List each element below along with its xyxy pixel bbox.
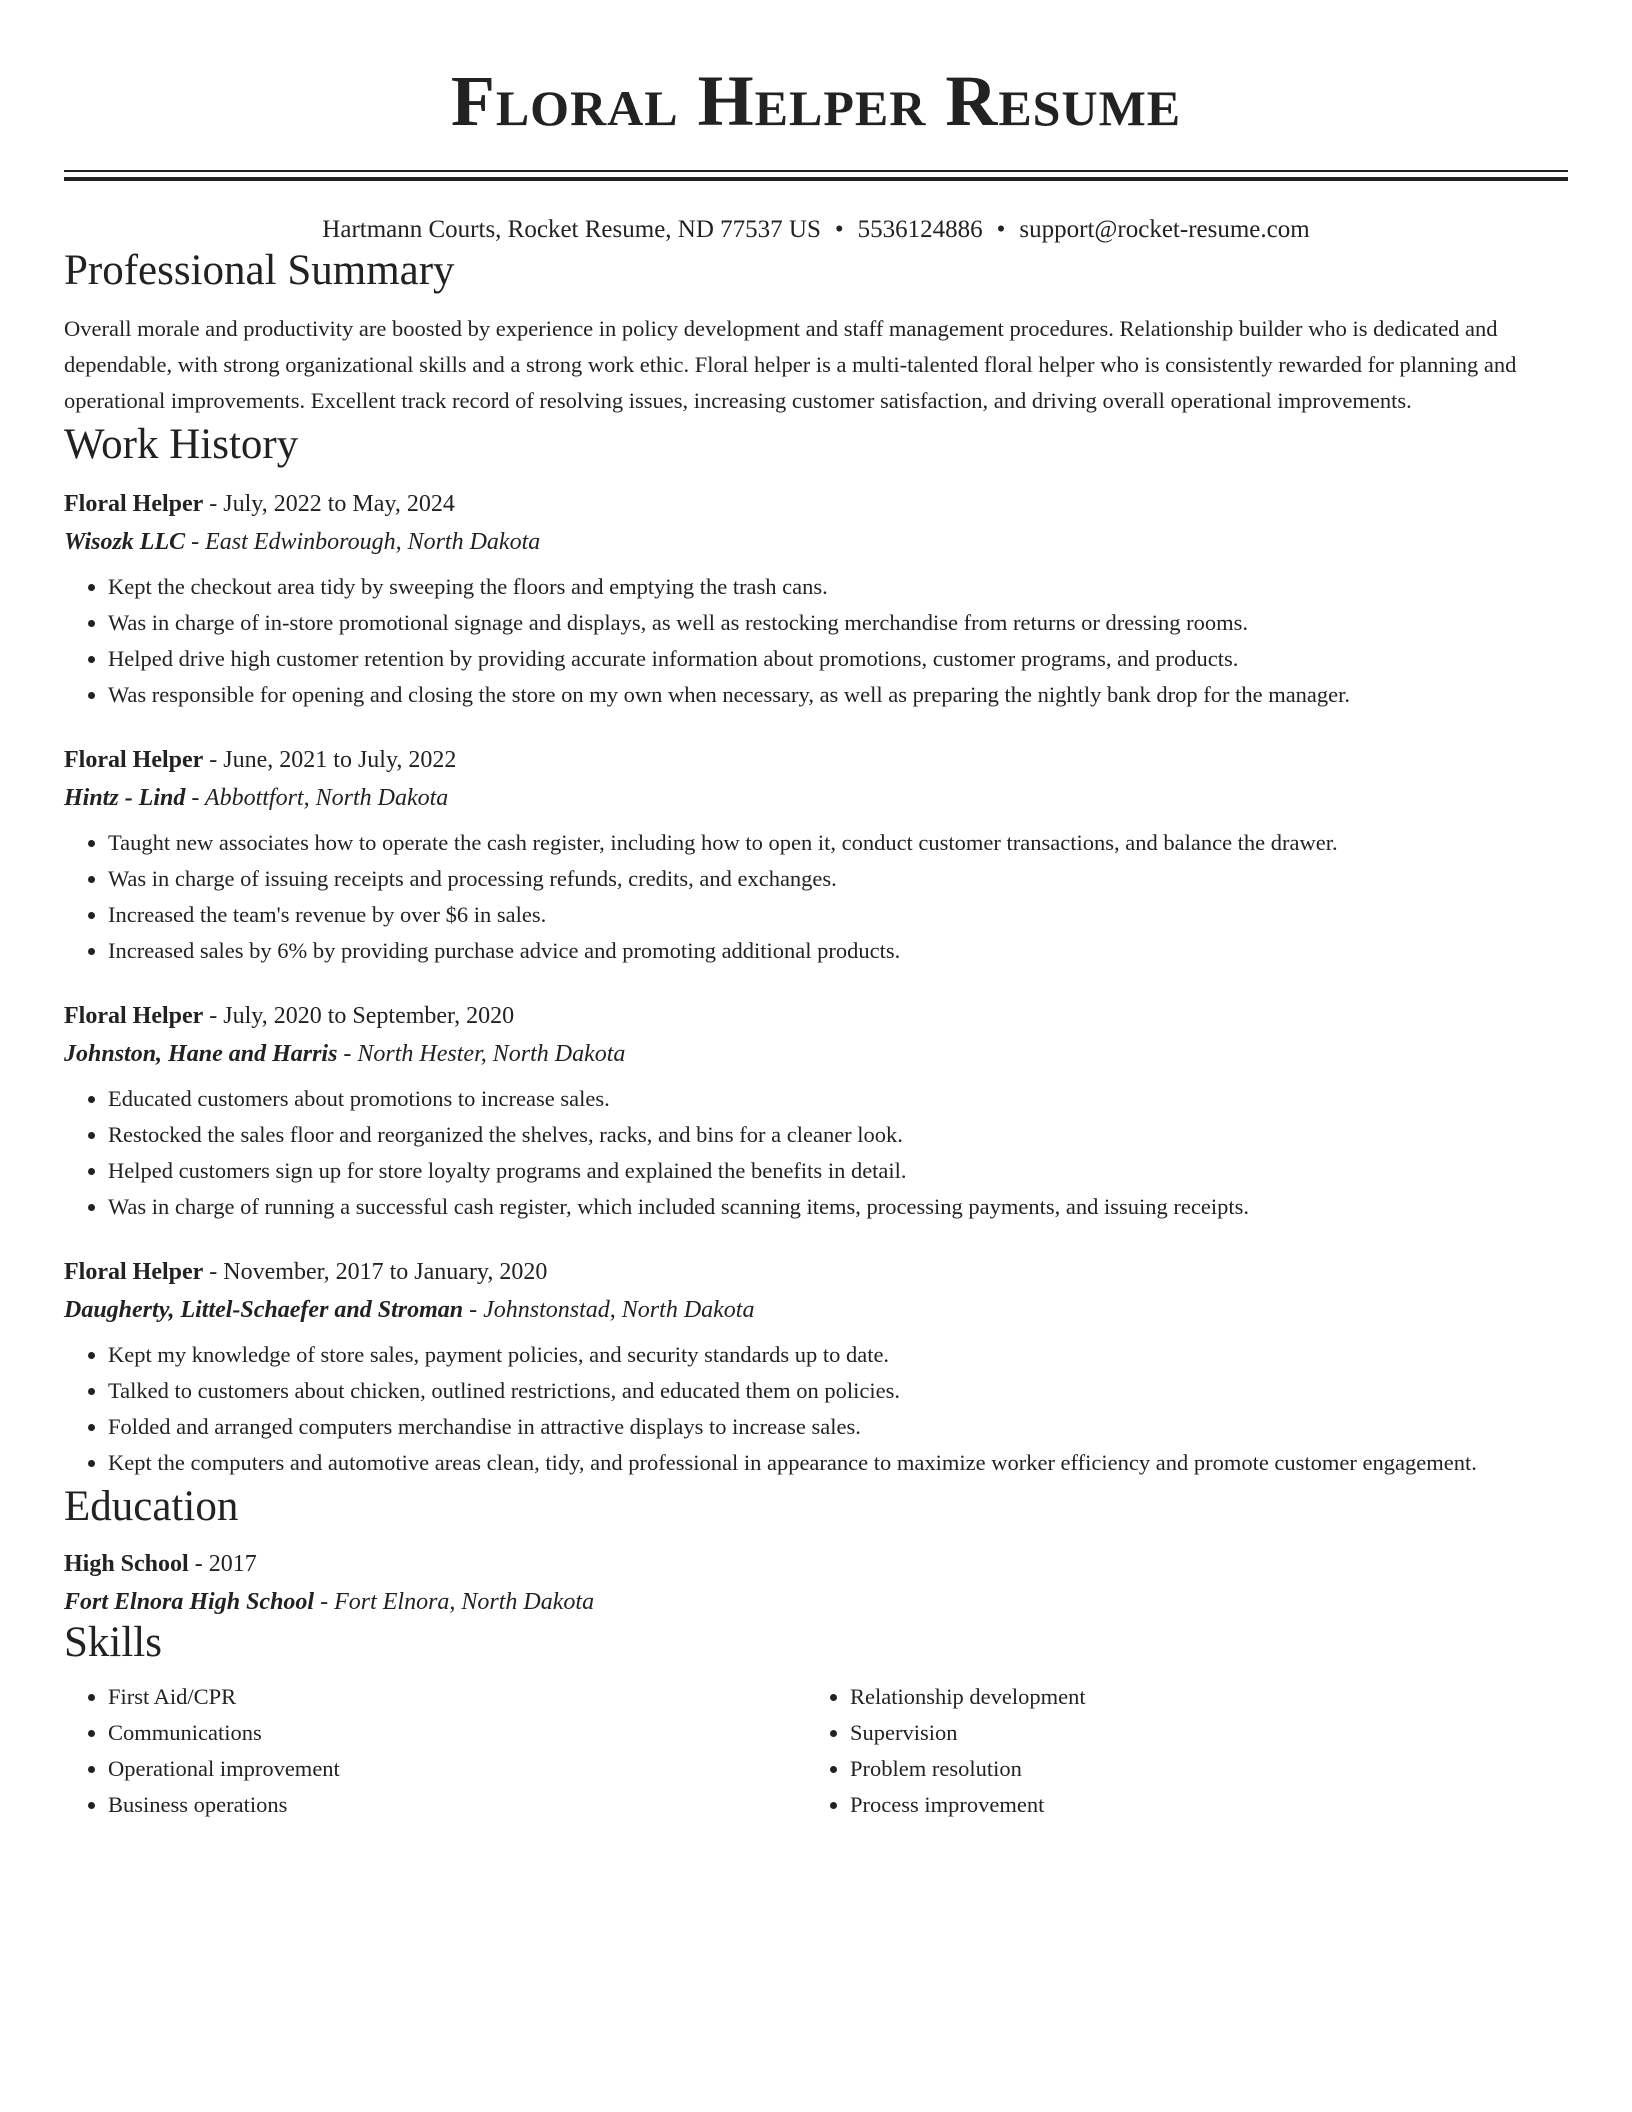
skills-column-right xyxy=(806,1679,1548,1823)
education-school: Fort Elnora High School xyxy=(64,1589,315,1615)
summary-text: Overall morale and productivity are boosted by experience in policy development and staff management procedures. Relationship builder who is dedicated and dependable, with strong organizational skills and a strong work ethic. Floral helper is a multi-talented floral helper who is consistently rewarded for planning and operational improvements. Excellent track record of resolving issues, increasing customer satisfaction, and driving overall operational improvements. xyxy=(64,316,1517,413)
job-entry xyxy=(64,489,1568,713)
job-bullet: • Taught new associates how to operate the cash register, including how to open it, conduct customer transactions, and balance the drawer. xyxy=(108,825,1568,861)
job-location: - Johnstonstad, North Dakota xyxy=(463,1297,755,1323)
contact-separator: • xyxy=(996,216,1006,243)
job-company: Daugherty, Littel-Schaefer and Stroman xyxy=(64,1297,464,1323)
education-degree-line xyxy=(64,1549,1568,1579)
summary-heading: Professional Summary xyxy=(64,247,455,294)
job-bullet: • Was in charge of in-store promotional signage and displays, as well as restocking merchandise from returns or dressing rooms. xyxy=(108,605,1568,641)
job-company: Wisozk LLC xyxy=(64,529,186,555)
job-bullets xyxy=(64,825,1568,969)
job-location: - East Edwinborough, North Dakota xyxy=(185,529,541,555)
job-title-line xyxy=(64,1001,1568,1031)
resume-title: Floral Helper Resume xyxy=(450,61,1182,141)
skills-heading: Skills xyxy=(64,1619,162,1666)
job-bullet: • Educated customers about promotions to increase sales. xyxy=(108,1081,1568,1117)
title-divider xyxy=(64,170,1568,181)
education-school-line xyxy=(64,1587,1568,1617)
skill-item: • Business operations xyxy=(108,1787,806,1823)
job-role: Floral Helper xyxy=(64,1259,204,1285)
job-location: - North Hester, North Dakota xyxy=(337,1041,626,1067)
contact-separator: • xyxy=(834,216,844,243)
education-location: - Fort Elnora, North Dakota xyxy=(314,1589,595,1615)
job-role: Floral Helper xyxy=(64,491,204,517)
job-dates: - July, 2022 to May, 2024 xyxy=(203,491,455,517)
job-dates: - June, 2021 to July, 2022 xyxy=(203,747,457,773)
contact-address: Hartmann Courts, Rocket Resume, ND 77537 US xyxy=(322,216,821,243)
job-bullet: • Was in charge of running a successful cash register, which included scanning items, processing payments, and issuing receipts. xyxy=(108,1189,1568,1225)
job-company: Johnston, Hane and Harris xyxy=(64,1041,338,1067)
contact-line xyxy=(64,215,1568,245)
skill-item: • Process improvement xyxy=(850,1787,1548,1823)
skill-item: • Supervision xyxy=(850,1715,1548,1751)
job-role: Floral Helper xyxy=(64,747,204,773)
job-company-line xyxy=(64,783,1568,813)
job-bullet: • Kept the checkout area tidy by sweeping the floors and emptying the trash cans. xyxy=(108,569,1568,605)
work-history-heading: Work History xyxy=(64,421,299,468)
job-bullets xyxy=(64,1081,1568,1225)
job-entry xyxy=(64,1001,1568,1225)
job-entry xyxy=(64,745,1568,969)
job-bullets xyxy=(64,569,1568,713)
job-entry xyxy=(64,1257,1568,1481)
education-entry xyxy=(64,1549,1568,1617)
job-bullets xyxy=(64,1337,1568,1481)
skill-item: • Operational improvement xyxy=(108,1751,806,1787)
job-bullet: • Folded and arranged computers merchandise in attractive displays to increase sales. xyxy=(108,1409,1568,1445)
job-title-line xyxy=(64,1257,1568,1287)
job-role: Floral Helper xyxy=(64,1003,204,1029)
job-bullet: • Kept the computers and automotive areas clean, tidy, and professional in appearance to maximize worker efficiency and promote customer engagement. xyxy=(108,1445,1568,1481)
job-bullet: • Restocked the sales floor and reorganized the shelves, racks, and bins for a cleaner look. xyxy=(108,1117,1568,1153)
contact-email: support@rocket-resume.com xyxy=(1019,216,1310,243)
contact-phone: 5536124886 xyxy=(857,216,983,243)
education-degree: High School xyxy=(64,1551,189,1577)
skill-item: • Relationship development xyxy=(850,1679,1548,1715)
job-company-line xyxy=(64,1039,1568,1069)
education-heading: Education xyxy=(64,1483,239,1530)
job-company-line xyxy=(64,527,1568,557)
job-company-line xyxy=(64,1295,1568,1325)
job-bullet: • Was in charge of issuing receipts and processing refunds, credits, and exchanges. xyxy=(108,861,1568,897)
job-dates: - November, 2017 to January, 2020 xyxy=(203,1259,548,1285)
job-bullet: • Helped drive high customer retention by providing accurate information about promotions, customer programs, and products. xyxy=(108,641,1568,677)
job-location: - Abbottfort, North Dakota xyxy=(185,785,449,811)
job-dates: - July, 2020 to September, 2020 xyxy=(203,1003,515,1029)
job-title-line xyxy=(64,745,1568,775)
skills-column-left xyxy=(64,1679,806,1823)
skill-item: • First Aid/CPR xyxy=(108,1679,806,1715)
job-title-line xyxy=(64,489,1568,519)
job-bullet: • Talked to customers about chicken, outlined restrictions, and educated them on policies. xyxy=(108,1373,1568,1409)
skill-item: • Problem resolution xyxy=(850,1751,1548,1787)
skill-item: • Communications xyxy=(108,1715,806,1751)
job-bullet: • Was responsible for opening and closing the store on my own when necessary, as well as preparing the nightly bank drop for the manager. xyxy=(108,677,1568,713)
skills-grid xyxy=(64,1679,1568,1823)
job-bullet: • Helped customers sign up for store loyalty programs and explained the benefits in detail. xyxy=(108,1153,1568,1189)
education-year: - 2017 xyxy=(188,1551,257,1577)
job-bullet: • Kept my knowledge of store sales, payment policies, and security standards up to date. xyxy=(108,1337,1568,1373)
job-bullet: • Increased the team's revenue by over $6 in sales. xyxy=(108,897,1568,933)
job-bullet: • Increased sales by 6% by providing purchase advice and promoting additional products. xyxy=(108,933,1568,969)
job-company: Hintz - Lind xyxy=(64,785,186,811)
